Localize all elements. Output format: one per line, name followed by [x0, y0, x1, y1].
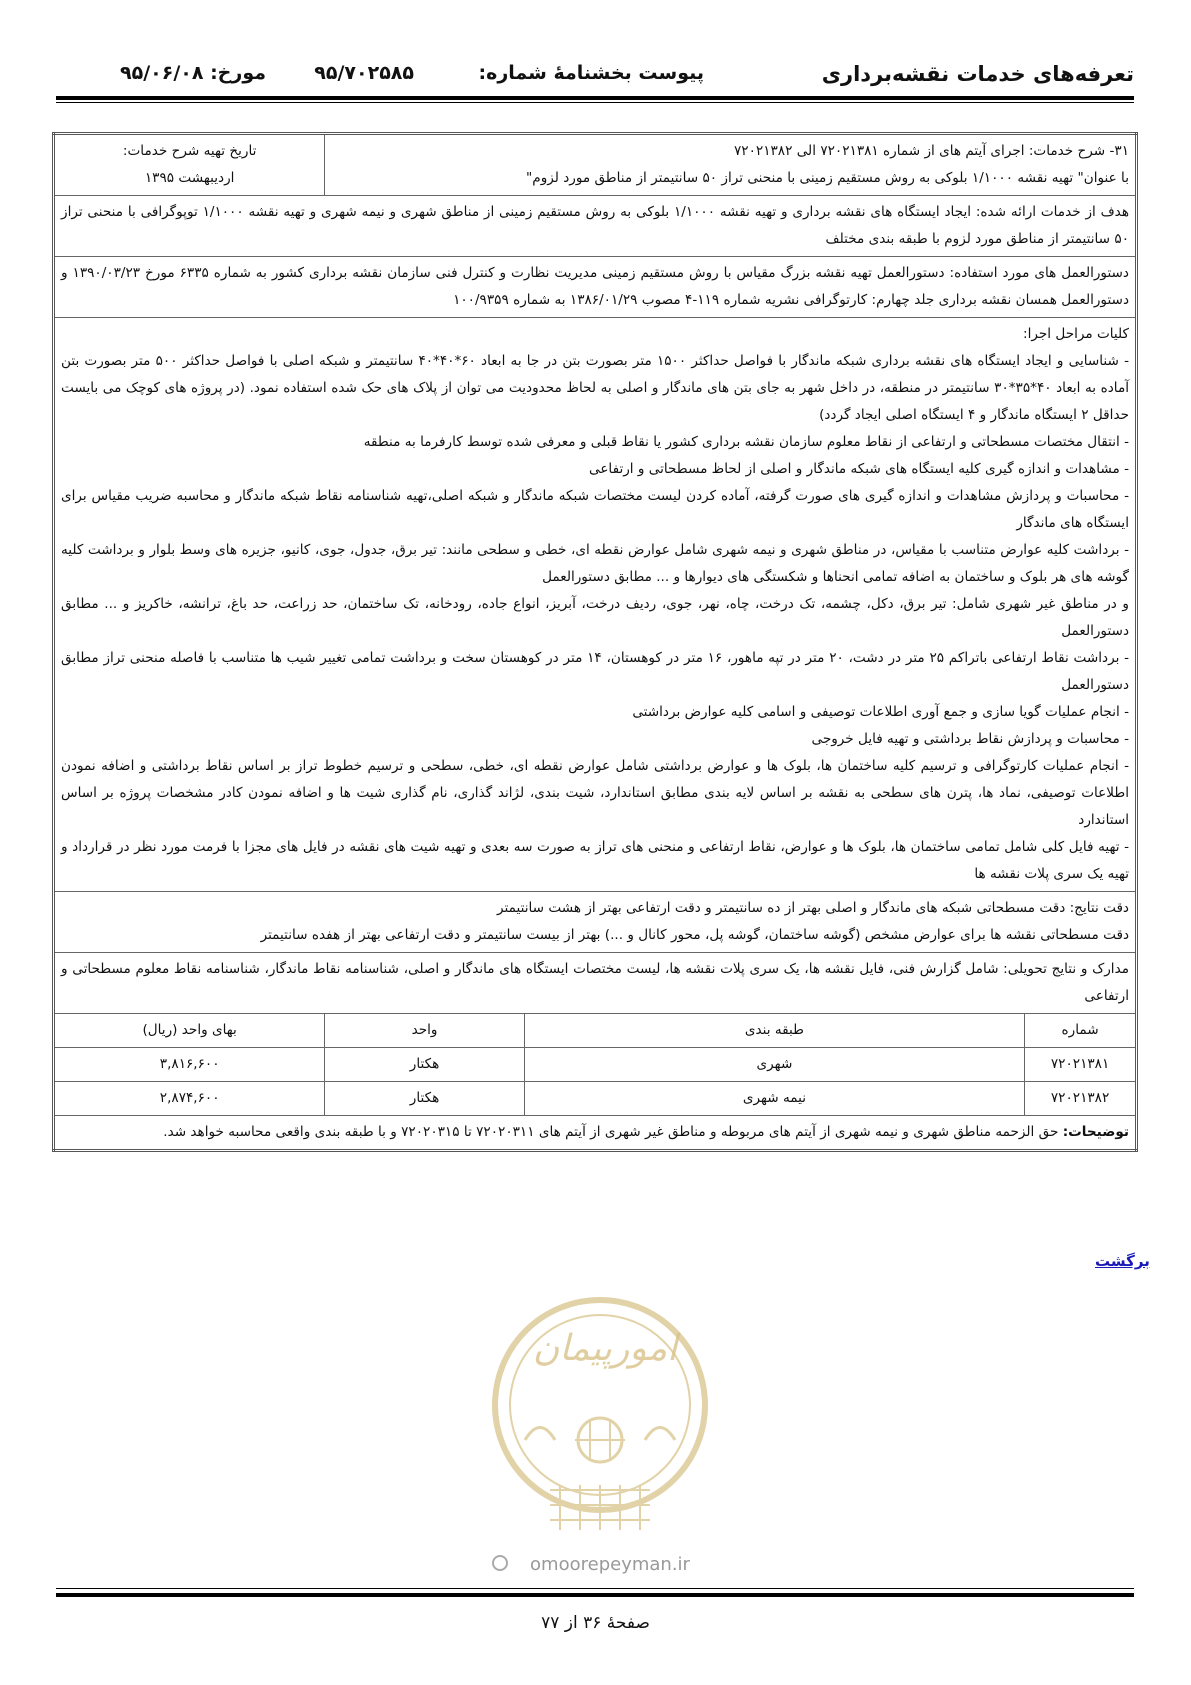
notes-cell	[54, 1116, 1137, 1151]
item-unit-price: ۲,۸۷۴,۶۰۰	[54, 1082, 325, 1116]
notes-row	[54, 1116, 1137, 1151]
col-header-number: شماره	[1025, 1014, 1137, 1048]
document-title: تعرفه‌های خدمات نقشه‌برداری	[821, 62, 1134, 86]
step-item: - برداشت کلیه عوارض متناسب با مقیاس، در مناطق شهری و نیمه شهری شامل عوارض نقطه ای، خطی و سطحی مانند: تیر برق، جدول، جوی، کانیو، جزیره های وسط بلوار و برداشت کلیه گوشه های هر بلوک و ساختمان به اضافه تمامی انحناها و شکستگی های دیوارها و ... مطابق دستورالعمل	[61, 542, 1129, 585]
circular-date: مورخ: ۹۵/۰۶/۰۸	[120, 62, 266, 84]
accuracy-line2: دقت مسطحاتی نقشه ها برای عوارض مشخص (گوشه ساختمان، گوشه پل، محور کانال و ...) بهتر از بیست سانتیمتر و دقت ارتفاعی بهتر از هفده سانتیمتر	[260, 927, 1129, 943]
steps-cell	[54, 318, 1137, 892]
at-icon	[493, 1556, 507, 1570]
deliverables-row	[54, 953, 1137, 1014]
attachment-label: پیوست بخشنامهٔ شماره:	[478, 62, 704, 84]
prep-date-cell	[54, 134, 325, 196]
table-row	[54, 1082, 1137, 1116]
objective-text: هدف از خدمات ارائه شده: ایجاد ایستگاه های نقشه برداری و تهیه نقشه ۱/۱۰۰۰ بلوکی به روش مستقیم زمینی از مناطق شهری و نیمه شهری و تهیه نقشه ۱/۱۰۰۰ توپوگرافی با منحنی تراز ۵۰ سانتیمتر از مناطق مورد لزوم با طبقه بندی مختلف	[54, 196, 1137, 257]
step-item: - برداشت نقاط ارتفاعی باتراکم ۲۵ متر در دشت، ۲۰ متر در تپه ماهور، ۱۶ متر در کوهستان، ۱۴ متر در کوهستان سخت و برداشت تمامی تغییر شیب ها متناسب با فاصله منحنی تراز مطابق دستورالعمل	[61, 650, 1129, 693]
seal-site-text: omoorepeyman.ir	[530, 1554, 690, 1575]
guidelines-row	[54, 257, 1137, 318]
service-title-line1: ۳۱- شرح خدمات: اجرای آیتم های از شماره ۷۲۰۲۱۳۸۱ الی ۷۲۰۲۱۳۸۲	[733, 143, 1129, 159]
service-title-row	[54, 134, 1137, 196]
accuracy-row	[54, 892, 1137, 953]
deliverables-text: مدارک و نتایج تحویلی: شامل گزارش فنی، فایل نقشه ها، یک سری پلات نقشه ها، لیست مختصات ایستگاه های ماندگار و اصلی، شناسنامه نقاط ماندگار، شناسنامه نقاط معلوم مسطحاتی و ارتفاعی	[54, 953, 1137, 1014]
step-item: - محاسبات و پردازش نقاط برداشتی و تهیه فایل خروجی	[811, 731, 1129, 747]
service-title-cell	[325, 134, 1137, 196]
omoorepeyman-seal-watermark	[480, 1290, 720, 1590]
steps-title: کلیات مراحل اجرا:	[1023, 326, 1129, 342]
header-rule-thick	[56, 96, 1134, 100]
notes-text: حق الزحمه مناطق شهری و نیمه شهری از آیتم های مربوطه و مناطق غیر شهری از آیتم های ۷۲۰۲۰۳۱۱ تا ۷۲۰۲۰۳۱۵ و با طبقه بندی واقعی محاسبه خواهد شد.	[163, 1124, 1063, 1140]
accuracy-cell	[54, 892, 1137, 953]
item-unit-price: ۳,۸۱۶,۶۰۰	[54, 1048, 325, 1082]
back-link[interactable]: برگشت	[1095, 1252, 1150, 1270]
step-item: - انجام عملیات کارتوگرافی و ترسیم کلیه ساختمان ها، بلوک ها و عوارض برداشتی شامل عوارض نقطه ای، خطی، سطحی و ترسیم خطوط تراز بر اساس نقاط برداشتی و اضافه نمودن اطلاعات توصیفی، نماد ها، پترن های سطحی به نقشه بر اساس لایه بندی مطابق استاندارد، شیت بندی، لژاند گذاری، نام گذاری شیت ها و اضافه نمودن کادر مشخصات پروژه بر اساس استاندارد	[61, 758, 1129, 828]
notes-label: توضیحات:	[1062, 1124, 1129, 1140]
col-header-unit: واحد	[325, 1014, 524, 1048]
item-number: ۷۲۰۲۱۳۸۲	[1025, 1082, 1137, 1116]
step-item: و در مناطق غیر شهری شامل: تیر برق، دکل، چشمه، تک درخت، چاه، نهر، جوی، ردیف درخت، آبریز، انواع جاده، رودخانه، تک ساختمان، حد زراعت، حد باغ، ترانشه، خاکریز و ... مطابق دستورالعمل	[61, 596, 1129, 639]
step-item: - انجام عملیات گویا سازی و جمع آوری اطلاعات توصیفی و اسامی کلیه عوارض برداشتی	[632, 704, 1129, 720]
step-item: - انتقال مختصات مسطحاتی و ارتفاعی از نقاط معلوم سازمان نقشه برداری کشور یا نقاط قبلی و معرفی شده توسط کارفرما به منطقه	[363, 434, 1129, 450]
col-header-unit-price: بهای واحد (ریال)	[54, 1014, 325, 1048]
step-item: - مشاهدات و اندازه گیری کلیه ایستگاه های شبکه ماندگار و اصلی از لحاظ مسطحاتی و ارتفاعی	[588, 461, 1129, 477]
col-header-classification: طبقه بندی	[524, 1014, 1024, 1048]
circular-number: ۹۵/۷۰۲۵۸۵	[314, 62, 414, 84]
objective-row	[54, 196, 1137, 257]
footer-rule-thick	[56, 1593, 1134, 1597]
prep-date-value: اردیبهشت ۱۳۹۵	[144, 170, 235, 186]
footer-rule-thin	[56, 1588, 1134, 1589]
step-item: - تهیه فایل کلی شامل تمامی ساختمان ها، بلوک ها و عوارض، نقاط ارتفاعی و منحنی های تراز به صورت سه بعدی و تهیه شیت های نقشه در فایل های مجزا با فرمت مورد نظر در قرارداد و تهیه یک سری پلات نقشه ها	[61, 839, 1129, 882]
prep-date-label: تاریخ تهیه شرح خدمات:	[122, 143, 257, 159]
price-header-row	[54, 1014, 1137, 1048]
guidelines-text: دستورالعمل های مورد استفاده: دستورالعمل تهیه نقشه بزرگ مقیاس با روش مستقیم زمینی مدیریت نظارت و کنترل فنی سازمان نقشه برداری کشور به شماره ۶۳۳۵ مورخ ۱۳۹۰/۰۳/۲۳ و دستورالعمل همسان نقشه برداری جلد چهارم: کارتوگرافی نشریه شماره ۱۱۹-۴ مصوب ۱۳۸۶/۰۱/۲۹ به شماره ۱۰۰/۹۳۵۹	[54, 257, 1137, 318]
item-number: ۷۲۰۲۱۳۸۱	[1025, 1048, 1137, 1082]
page-number: صفحهٔ ۳۶ از ۷۷	[541, 1613, 650, 1633]
header-rule-thin	[56, 102, 1134, 103]
table-row	[54, 1048, 1137, 1082]
seal-logo-text: امورپیمان	[532, 1328, 678, 1369]
service-title-line2: با عنوان" تهیه نقشه ۱/۱۰۰۰ بلوکی به روش مستقیم زمینی با منحنی تراز ۵۰ سانتیمتر از مناطق مورد لزوم"	[526, 170, 1129, 186]
item-classification: نیمه شهری	[524, 1082, 1024, 1116]
item-classification: شهری	[524, 1048, 1024, 1082]
service-description-table	[52, 132, 1138, 1152]
page-header	[56, 58, 1134, 94]
item-unit: هکتار	[325, 1082, 524, 1116]
step-item: - شناسایی و ایجاد ایستگاه های نقشه برداری شبکه ماندگار با فواصل حداکثر ۱۵۰۰ متر بصورت بتن در جا به ابعاد ۶۰*۴۰*۴۰ سانتیمتر و شبکه اصلی با فواصل حداکثر ۵۰۰ متر بصورت بتن آماده به ابعاد ۴۰*۳۵*۳۰ سانتیمتر در منطقه، در داخل شهر به جای بتن های ماندگار و اصلی به لحاظ محدودیت می توان از پلاک های حک شده استفاده نمود. (در پروژه های کوچک می بایست حداقل ۲ ایستگاه ماندگار و ۴ ایستگاه اصلی ایجاد گردد)	[61, 353, 1129, 423]
steps-row	[54, 318, 1137, 892]
step-item: - محاسبات و پردازش مشاهدات و اندازه گیری های صورت گرفته، آماده کردن لیست مختصات شبکه ماندگار و شبکه اصلی،تهیه شناسنامه نقاط شبکه ماندگار و محاسبه ضریب مقیاس برای ایستگاه های ماندگار	[61, 488, 1129, 531]
accuracy-line1: دقت نتایج: دقت مسطحاتی شبکه های ماندگار و اصلی بهتر از ده سانتیمتر و دقت ارتفاعی بهتر از هشت سانتیمتر	[497, 900, 1129, 916]
item-unit: هکتار	[325, 1048, 524, 1082]
